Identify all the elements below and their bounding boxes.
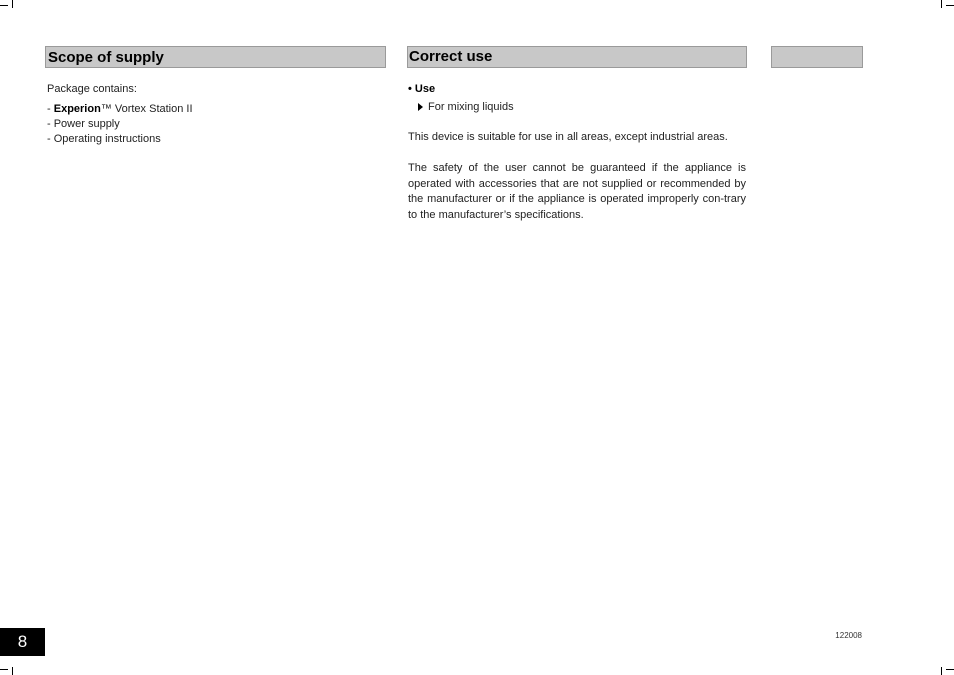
correct-use-title: Correct use bbox=[409, 48, 493, 65]
use-bullet-item-text: For mixing liquids bbox=[428, 101, 514, 113]
safety-paragraph: The safety of the user cannot be guaranteed if the appliance is operated with accessories that are not supplied or recommended by the manufacturer or if the appliance is operated improperly con-trary to the manufacturer’s specifications. bbox=[408, 162, 746, 221]
crop-mark-bottom-left-v bbox=[12, 667, 13, 675]
crop-mark-top-left-v bbox=[12, 0, 13, 8]
use-bullet-label: • Use bbox=[408, 83, 436, 95]
page-number: 8 bbox=[0, 628, 45, 656]
right-column-bar bbox=[771, 46, 863, 68]
use-bullet-item bbox=[418, 100, 514, 115]
suitability-paragraph: This device is suitable for use in all areas, except industrial areas. bbox=[408, 131, 728, 143]
crop-mark-top-right-v bbox=[941, 0, 942, 8]
document-code: 122008 bbox=[835, 631, 862, 640]
supply-item-brand: Experion bbox=[53, 103, 101, 115]
supply-item-station bbox=[47, 102, 193, 117]
package-contains-label: Package contains: bbox=[47, 83, 137, 95]
crop-mark-top-left bbox=[0, 5, 8, 6]
arrow-right-icon bbox=[418, 103, 423, 111]
crop-mark-bottom-right bbox=[946, 669, 954, 670]
crop-mark-bottom-right-v bbox=[941, 667, 942, 675]
supply-item-power: - Power supply bbox=[47, 118, 120, 130]
crop-mark-top-right bbox=[946, 5, 954, 6]
supply-item-name: ™ Vortex Station II bbox=[100, 103, 193, 115]
supply-item-instructions: - Operating instructions bbox=[47, 133, 161, 145]
supply-item-prefix: - bbox=[47, 103, 54, 115]
scope-of-supply-title: Scope of supply bbox=[48, 49, 164, 66]
crop-mark-bottom-left bbox=[0, 669, 8, 670]
